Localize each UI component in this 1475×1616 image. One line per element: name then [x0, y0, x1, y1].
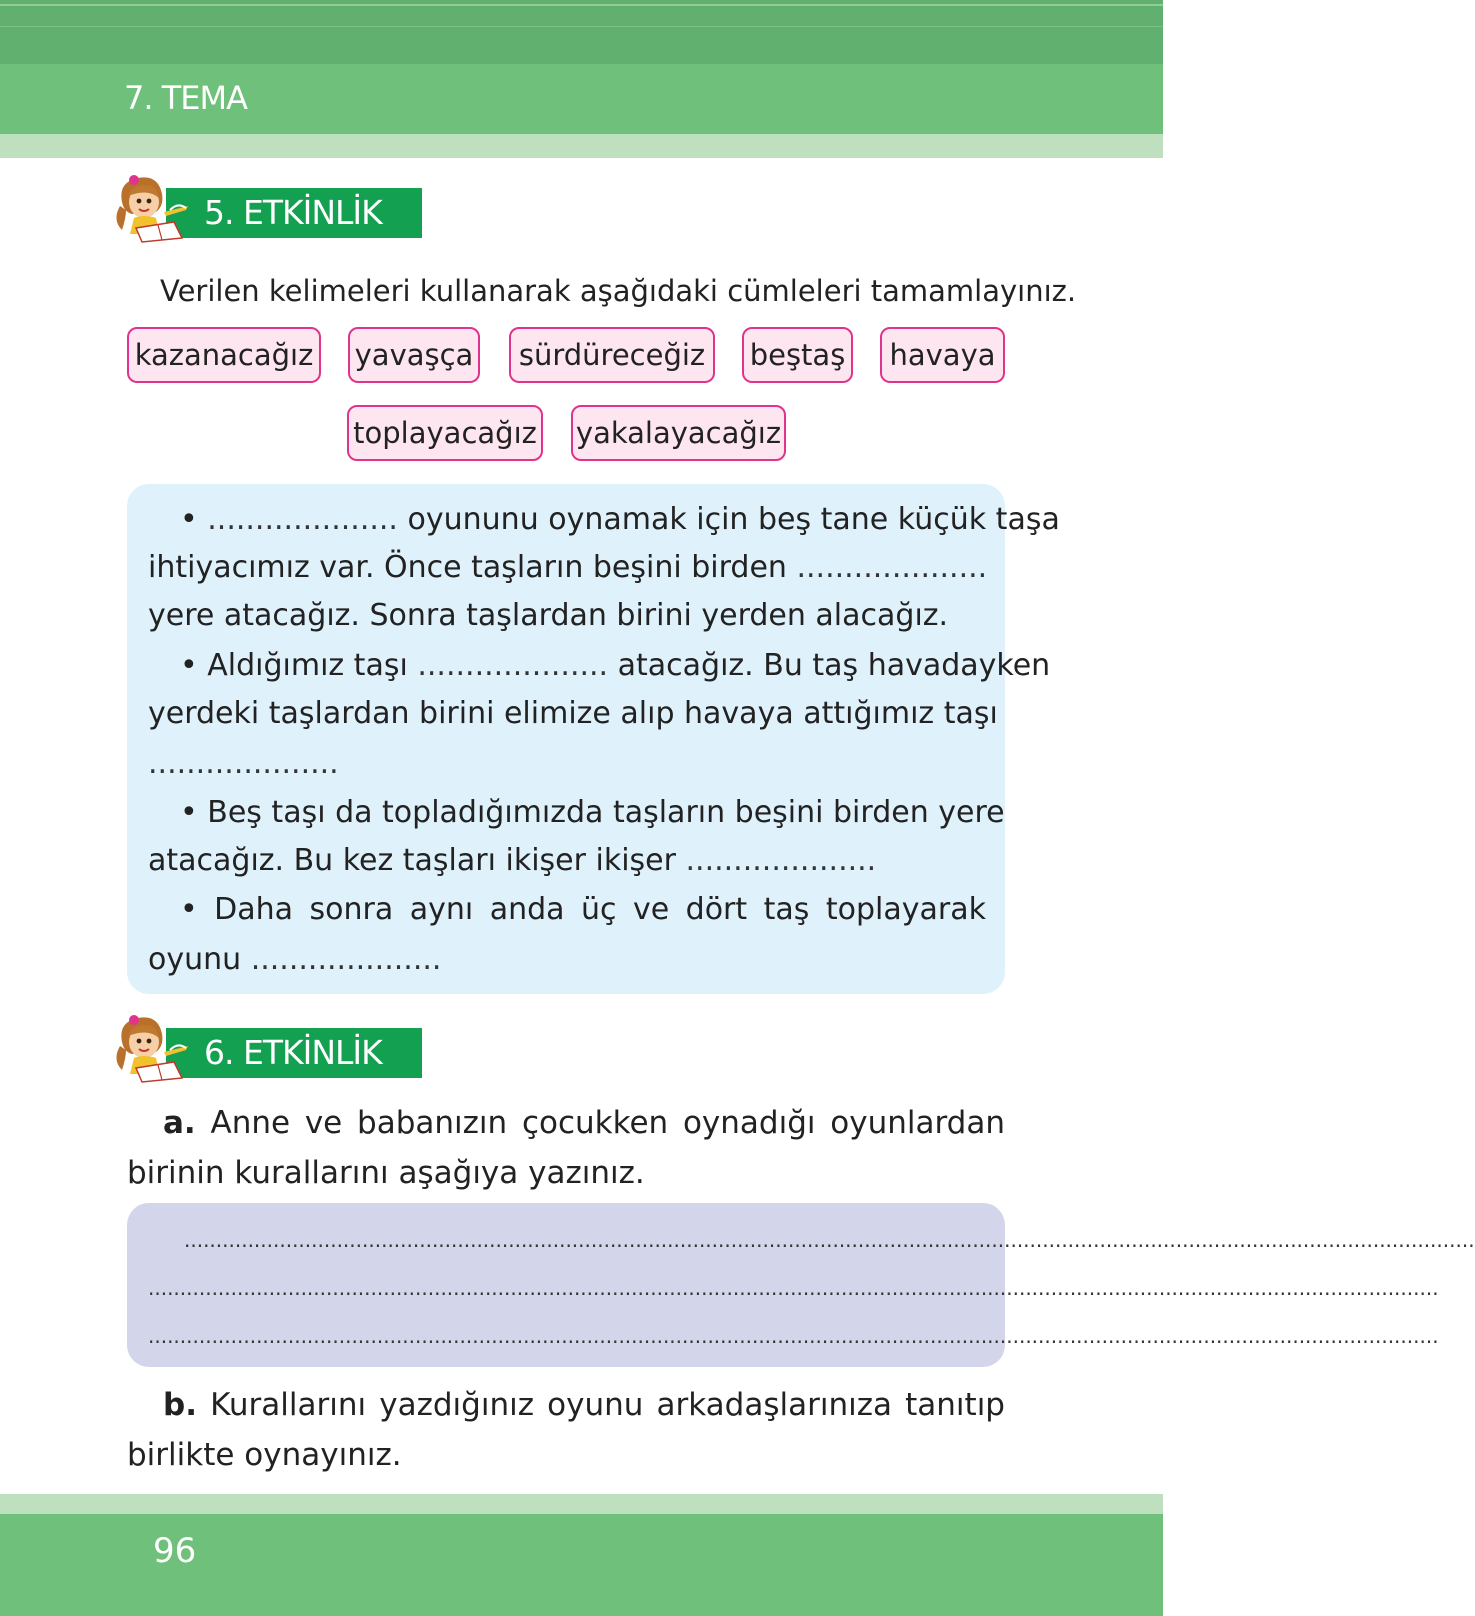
- text-fragment: ihtiyacımız var. Önce taşların beşini birden: [148, 550, 787, 585]
- word-chip: havaya: [880, 327, 1005, 383]
- writing-line[interactable]: ...........................................................................................................................................................................................................: [184, 1228, 1475, 1252]
- girl-reading-icon: [112, 172, 192, 244]
- word-chip: kazanacağız: [127, 327, 321, 383]
- text-fragment: oyununu oynamak için beş tane küçük taşa: [407, 502, 1060, 537]
- footer-light-band: [0, 1494, 1163, 1514]
- blank-dots: ....................: [417, 648, 609, 683]
- text-line: yere atacağız. Sonra taşlardan birini yerden alacağız.: [148, 598, 949, 633]
- word-chip: sürdüreceğiz: [509, 327, 715, 383]
- text-line: [148, 841, 986, 881]
- blank-dots: ....................: [796, 550, 988, 585]
- blank-dots: ....................: [207, 502, 398, 537]
- part-b-text: Kurallarını yazdığınız oyunu arkadaşlarınıza tanıtıp birlikte oynayınız.: [127, 1387, 1005, 1473]
- activity6-part-a: [127, 1098, 1005, 1198]
- bullet: •: [180, 502, 198, 537]
- header-stripe: [0, 26, 1163, 27]
- text-line: [148, 940, 986, 980]
- header-stripe: [0, 4, 1163, 6]
- text-line: • Daha sonra aynı anda üç ve dört taş toplayarak: [180, 892, 986, 927]
- blank-dots: ....................: [250, 942, 442, 977]
- text-line: • Beş taşı da topladığımızda taşların beşini birden yere: [180, 795, 1005, 830]
- page-number: 96: [153, 1531, 197, 1571]
- text-fragment: atacağız. Bu taş havadayken: [617, 648, 1051, 683]
- part-a-text: Anne ve babanızın çocukken oynadığı oyunlardan birinin kurallarını aşağıya yazınız.: [127, 1105, 1005, 1191]
- part-b-label: b.: [163, 1387, 197, 1423]
- text-line: yerdeki taşlardan birini elimize alıp havaya attığımız taşı: [148, 696, 998, 731]
- activity6-title: 6. ETKİNLİK: [204, 1033, 382, 1072]
- girl-reading-icon: [112, 1012, 192, 1084]
- text-fragment: oyunu: [148, 942, 242, 977]
- text-fragment: atacağız. Bu kez taşları ikişer ikişer: [148, 843, 676, 878]
- activity5-instruction: Verilen kelimeleri kullanarak aşağıdaki cümleleri tamamlayınız.: [160, 274, 1077, 308]
- blank-dots: ....................: [685, 843, 877, 878]
- text-fragment: • Aldığımız taşı: [180, 648, 408, 683]
- activity6-part-b: [127, 1380, 1005, 1480]
- text-line: [180, 500, 1060, 540]
- activity5-header: [112, 172, 422, 240]
- word-chip: yakalayacağız: [571, 405, 786, 461]
- word-chip: toplayacağız: [347, 405, 543, 461]
- writing-line[interactable]: ...........................................................................................................................................................................................................: [148, 1276, 1439, 1300]
- text-line: [180, 646, 1051, 686]
- word-chip: yavaşça: [348, 327, 480, 383]
- activity5-title: 5. ETKİNLİK: [204, 193, 382, 232]
- writing-line[interactable]: ...........................................................................................................................................................................................................: [148, 1324, 1439, 1348]
- blank-dots: ....................: [148, 746, 339, 781]
- word-chip: beştaş: [742, 327, 853, 383]
- header-light-band: [0, 134, 1163, 158]
- header-top-band: [0, 0, 1163, 64]
- activity6-header: [112, 1012, 422, 1080]
- theme-label: 7. TEMA: [124, 79, 247, 117]
- text-line: [148, 548, 986, 588]
- text-line: [148, 744, 986, 784]
- part-a-label: a.: [163, 1105, 196, 1141]
